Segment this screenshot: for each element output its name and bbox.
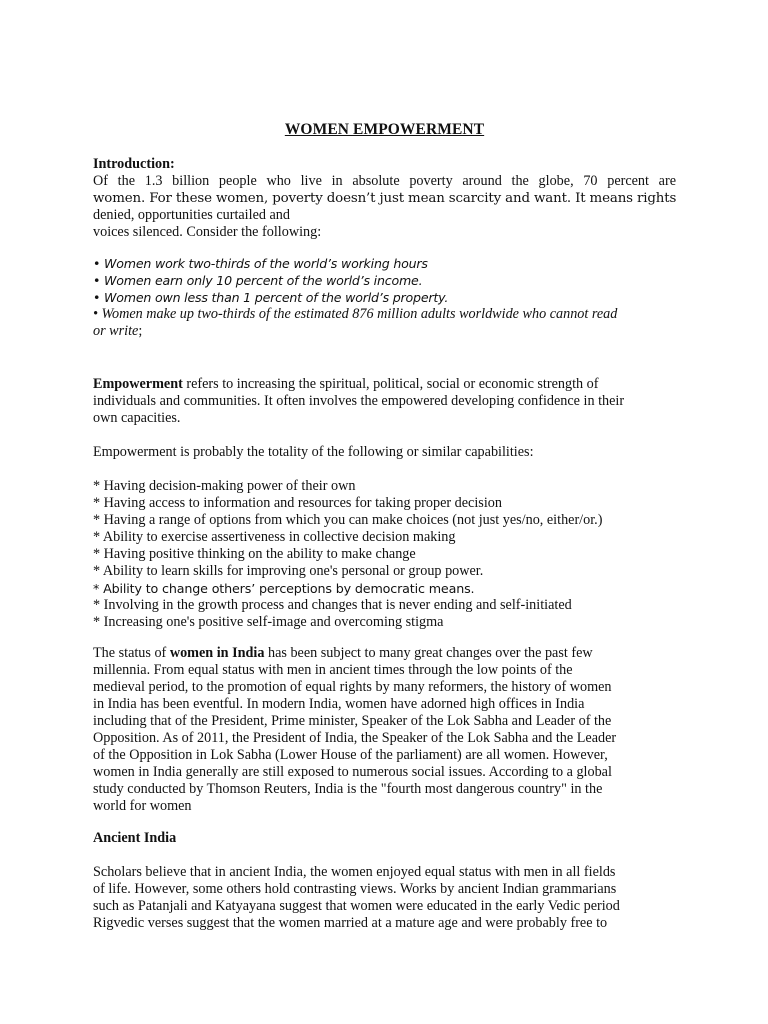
ancient-line: of life. However, some others hold contrasting views. Works by ancient Indian grammarians	[93, 881, 617, 897]
status-line: world for women	[93, 798, 192, 814]
capability-item: * Having access to information and resources for taking proper decision	[93, 495, 502, 511]
empowerment-definition	[93, 376, 676, 427]
facts-list	[93, 255, 676, 340]
fact-item: • Women make up two-thirds of the estimated 876 million adults worldwide who cannot read	[93, 306, 618, 322]
capability-item: * Having positive thinking on the ability to make change	[93, 546, 416, 562]
status-line: study conducted by Thomson Reuters, India is the "fourth most dangerous country" in the	[93, 781, 603, 797]
ancient-india-heading-block	[93, 830, 676, 847]
capabilities-list	[93, 478, 676, 631]
introduction-heading: Introduction:	[93, 156, 175, 172]
introduction-section	[93, 156, 676, 241]
status-line: including that of the President, Prime minister, Speaker of the Lok Sabha and Leader of the	[93, 713, 612, 729]
empowerment-line-2: individuals and communities. It often involves the empowered developing confidence in their	[93, 393, 625, 409]
document-title: WOMEN EMPOWERMENT	[284, 121, 485, 138]
document-page	[93, 0, 676, 1024]
capability-item: * Having decision-making power of their own	[93, 478, 356, 494]
capabilities-intro-text: Empowerment is probably the totality of the following or similar capabilities:	[93, 444, 534, 460]
fact-item: • Women own less than 1 percent of the world’s property.	[93, 290, 449, 305]
status-line: medieval period, to the promotion of equal rights by many reformers, the history of women	[93, 679, 612, 695]
status-line: millennia. From equal status with men in ancient times through the low points of the	[93, 662, 573, 678]
introduction-line-3: denied, opportunities curtailed and	[93, 207, 290, 223]
status-line: women in India generally are still exposed to numerous social issues. According to a global	[93, 764, 612, 780]
status-paragraph	[93, 645, 676, 815]
fact-item-continuation: or write;	[93, 323, 143, 339]
ancient-line: such as Patanjali and Katyayana suggest that women were educated in the early Vedic period	[93, 898, 620, 914]
capability-item: * Involving in the growth process and changes that is never ending and self-initiated	[93, 597, 572, 613]
capability-item: * Ability to learn skills for improving one's personal or group power.	[93, 563, 484, 579]
fact-item: • Women work two-thirds of the world’s working hours	[93, 256, 428, 271]
empowerment-line-1: Empowerment refers to increasing the spiritual, political, social or economic strength of	[93, 376, 599, 392]
capabilities-intro	[93, 444, 676, 461]
capability-item: * Increasing one's positive self-image and overcoming stigma	[93, 614, 444, 630]
ancient-line: Scholars believe that in ancient India, the women enjoyed equal status with men in all fields	[93, 864, 616, 880]
ancient-india-heading: Ancient India	[93, 830, 177, 846]
capability-item: * Having a range of options from which you can make choices (not just yes/no, either/or.)	[93, 512, 603, 528]
empowerment-line-3: own capacities.	[93, 410, 181, 426]
ancient-line: Rigvedic verses suggest that the women married at a mature age and were probably free to	[93, 915, 608, 931]
capability-item: * Ability to exercise assertiveness in collective decision making	[93, 529, 456, 545]
introduction-line-2: women. For these women, poverty doesn’t just mean scarcity and want. It means rights	[93, 191, 677, 206]
status-bold-term: women in India	[169, 645, 265, 661]
ancient-india-paragraph	[93, 864, 676, 932]
empowerment-term: Empowerment	[93, 376, 183, 392]
status-line-1: The status of women in India has been subject to many great changes over the past few	[93, 645, 593, 661]
introduction-line-4: voices silenced. Consider the following:	[93, 224, 322, 240]
fact-item: • Women earn only 10 percent of the world’s income.	[93, 273, 423, 288]
introduction-line-1: Of the 1.3 billion people who live in absolute poverty around the globe, 70 percent are	[93, 173, 676, 189]
status-line: of the Opposition in Lok Sabha (Lower House of the parliament) are all women. However,	[93, 747, 608, 763]
status-line: in India has been eventful. In modern India, women have adorned high offices in India	[93, 696, 585, 712]
capability-item: * Ability to change others’ perceptions by democratic means.	[93, 581, 475, 596]
status-line: Opposition. As of 2011, the President of India, the Speaker of the Lok Sabha and the Leader	[93, 730, 617, 746]
